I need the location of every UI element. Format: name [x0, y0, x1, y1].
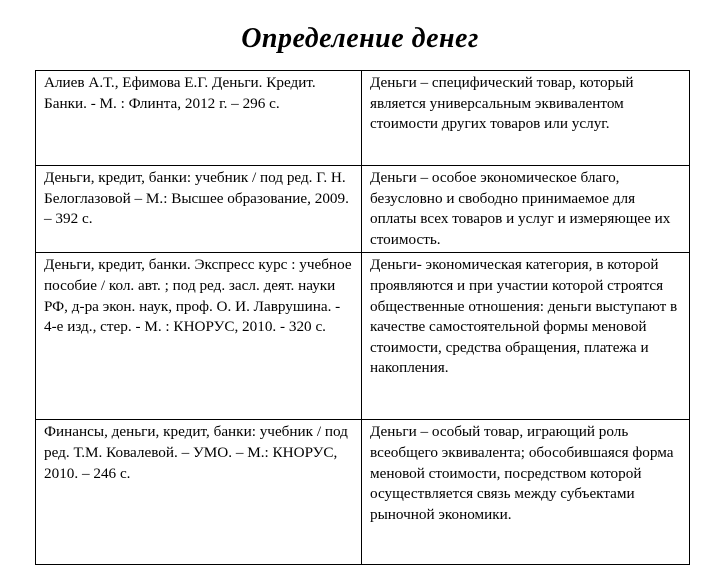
table-row — [36, 166, 690, 253]
source-cell: Деньги, кредит, банки. Экспресс курс : учебное пособие / кол. авт. ; под ред. засл. деят. науки РФ, д-ра экон. наук, проф. О. И. Лаврушина. - 4-е изд., стер. - М. : КНОРУС, 2010. - 320 с. — [36, 253, 362, 420]
definition-cell: Деньги – особое экономическое благо, безусловно и свободно принимаемое для оплаты всех товаров и услуг и измеряющее их стоимость. — [362, 166, 690, 253]
definitions-table — [35, 70, 690, 565]
definition-cell: Деньги – особый товар, играющий роль всеобщего эквивалента; обособившаяся форма меновой стоимости, посредством которой осуществляется связь между субъектами рыночной экономики. — [362, 420, 690, 565]
source-cell: Деньги, кредит, банки: учебник / под ред. Г. Н. Белоглазовой – М.: Высшее образование, 2009. – 392 с. — [36, 166, 362, 253]
definition-cell: Деньги – специфический товар, который является универсальным эквивалентом стоимости других товаров или услуг. — [362, 71, 690, 166]
definition-cell: Деньги- экономическая категория, в которой проявляются и при участии которой строятся общественные отношения: деньги выступают в качестве самостоятельной формы меновой стоимости, средства обращения, платежа и накопления. — [362, 253, 690, 420]
table-row — [36, 253, 690, 420]
table-row — [36, 420, 690, 565]
source-cell: Финансы, деньги, кредит, банки: учебник / под ред. Т.М. Ковалевой. – УМО. – М.: КНОРУС, 2010. – 246 с. — [36, 420, 362, 565]
source-cell: Алиев А.Т., Ефимова Е.Г. Деньги. Кредит. Банки. - М. : Флинта, 2012 г. – 296 с. — [36, 71, 362, 166]
page-title: Определение денег — [241, 23, 479, 54]
table-row — [36, 71, 690, 166]
